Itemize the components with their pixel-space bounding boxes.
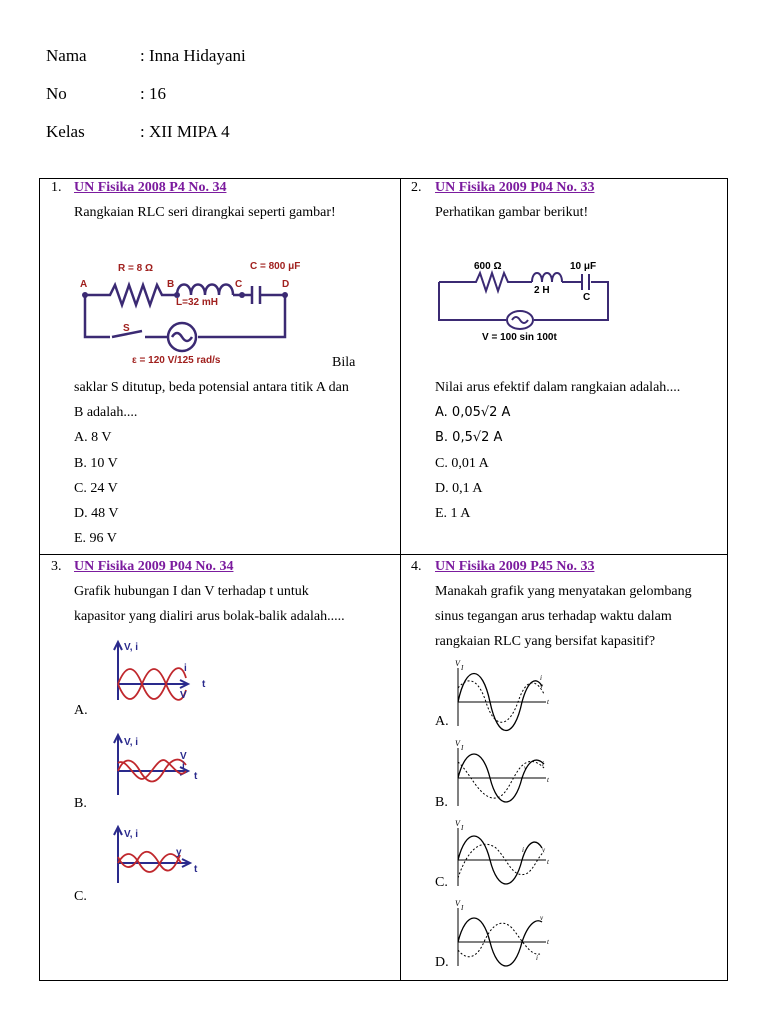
q1-option-e: E. 96 V: [74, 531, 117, 546]
q1-option-d: D. 48 V: [74, 506, 119, 521]
q3-option-a: A.: [74, 703, 88, 718]
q3c-axis-label: V, i: [124, 829, 139, 840]
table-row-divider: [39, 554, 728, 555]
q4-number: 4.: [411, 559, 422, 574]
q3-text-line1: Grafik hubungan I dan V terhadap t untuk: [74, 584, 309, 599]
node-c: [239, 292, 245, 298]
q2-option-d: D. 0,1 A: [435, 481, 483, 496]
q1-text-line1: saklar S ditutup, beda potensial antara titik A dan: [74, 380, 349, 395]
q2-l-label: 2 H: [534, 285, 550, 296]
q4-option-a: A.: [435, 714, 449, 729]
q1-node-a-label: A: [80, 279, 88, 290]
nama-label: Nama: [46, 46, 87, 65]
q4a-v-label: v: [540, 682, 544, 690]
q3-graph-b: [110, 733, 210, 798]
q2-title: UN Fisika 2009 P04 No. 33: [435, 180, 595, 195]
q4c-v-axis-label: V: [455, 819, 460, 828]
q4d-v-label: v: [540, 914, 544, 922]
q1-node-c-label: C: [235, 279, 243, 290]
q4-graph-a: [452, 658, 562, 728]
q4b-i-label: i: [542, 760, 544, 768]
q4a-t-label: t: [547, 698, 549, 706]
q4c-v-label: v: [542, 846, 546, 854]
q1-l-label: L=32 mH: [176, 297, 218, 308]
kelas-value: : XII MIPA 4: [140, 122, 230, 141]
q2-number: 2.: [411, 180, 422, 195]
q2-c-value-label: 10 μF: [570, 261, 597, 272]
q2-c-label: C: [583, 292, 591, 303]
q3-title: UN Fisika 2009 P04 No. 34: [74, 559, 234, 574]
q2-source-label: V = 100 sin 100t: [482, 332, 557, 343]
q3a-t-label: t: [202, 679, 206, 690]
q1-r-label: R = 8 Ω: [118, 263, 153, 274]
q4a-i-label: i: [540, 674, 542, 682]
q4d-t-label: t: [547, 938, 549, 946]
q1-number: 1.: [51, 180, 62, 195]
q3a-axis-label: V, i: [124, 642, 139, 653]
q4b-t-label: t: [547, 776, 549, 784]
q2-option-b: B. 0,5√2 A: [435, 430, 503, 445]
q2-option-e: E. 1 A: [435, 506, 471, 521]
q4a-v-axis-label: V: [455, 659, 460, 668]
q4-option-d: D.: [435, 955, 449, 970]
q2-intro: Perhatikan gambar berikut!: [435, 205, 589, 220]
q4-graph-c: [452, 818, 562, 888]
q3-number: 3.: [51, 559, 62, 574]
q4b-i-axis-label: I: [461, 744, 464, 752]
q1-bila: Bila: [332, 355, 356, 370]
q2-option-c: C. 0,01 A: [435, 456, 489, 471]
q4-graph-b: [452, 738, 562, 808]
q3b-axis-label: V, i: [124, 737, 139, 748]
q4a-i-axis-label: I: [461, 664, 464, 672]
q1-source-label: ε = 120 V/125 rad/s: [132, 355, 221, 366]
q3b-i-label: i: [182, 761, 185, 772]
table-column-divider: [400, 178, 401, 981]
q1-option-a: A. 8 V: [74, 430, 112, 445]
q2-r-label: 600 Ω: [474, 261, 502, 272]
q1-circuit-diagram: [70, 255, 310, 365]
q1-intro: Rangkaian RLC seri dirangkai seperti gambar!: [74, 205, 336, 220]
q4d-i-label: i: [536, 954, 538, 962]
q3-option-c: C.: [74, 889, 87, 904]
q2-circuit-diagram: [436, 256, 616, 346]
q1-switch-label: S: [123, 323, 130, 334]
q4-text-line2: sinus tegangan arus terhadap waktu dalam: [435, 609, 672, 624]
q4c-i-axis-label: I: [461, 824, 464, 832]
q3b-v-label: V: [180, 751, 187, 762]
q1-node-b-label: B: [167, 279, 175, 290]
q1-title: UN Fisika 2008 P4 No. 34: [74, 180, 227, 195]
q1-text-line2: B adalah....: [74, 405, 138, 420]
q3c-v-label: y: [176, 847, 182, 858]
q1-option-c: C. 24 V: [74, 481, 118, 496]
q3-graph-c: [110, 825, 210, 885]
no-value: : 16: [140, 84, 166, 103]
q4-text-line3: rangkaian RLC yang bersifat kapasitif?: [435, 634, 656, 649]
q1-option-b: B. 10 V: [74, 456, 118, 471]
node-d: [282, 292, 288, 298]
q4d-v-axis-label: V: [455, 899, 460, 908]
q3a-i-label: i: [184, 663, 187, 674]
q3-text-line2: kapasitor yang dialiri arus bolak-balik adalah.....: [74, 609, 345, 624]
q4-option-b: B.: [435, 795, 448, 810]
q4b-v-axis-label: V: [455, 739, 460, 748]
q4c-i-label: i: [522, 846, 524, 854]
nama-value: : Inna Hidayani: [140, 46, 246, 65]
q4c-t-label: t: [547, 858, 549, 866]
no-label: No: [46, 84, 67, 103]
q1-c-label: C = 800 μF: [250, 261, 301, 272]
q4d-i-axis-label: I: [461, 904, 464, 912]
kelas-label: Kelas: [46, 122, 85, 141]
q4-text-line1: Manakah grafik yang menyatakan gelombang: [435, 584, 692, 599]
q1-node-d-label: D: [282, 279, 290, 290]
q4b-v-label: v: [524, 764, 528, 772]
node-a: [82, 292, 88, 298]
q2-question: Nilai arus efektif dalam rangkaian adalah....: [435, 380, 681, 395]
q1-circuit-wires: [85, 285, 285, 352]
q3-option-b: B.: [74, 796, 87, 811]
q4-option-c: C.: [435, 875, 448, 890]
q3-graph-a: [110, 640, 220, 705]
q3a-v-label: V: [180, 690, 187, 701]
q2-option-a: A. 0,05√2 A: [435, 405, 511, 420]
q4-graph-d: [452, 898, 562, 968]
q3c-t-label: t: [194, 864, 198, 875]
q4-title: UN Fisika 2009 P45 No. 33: [435, 559, 595, 574]
q3b-t-label: t: [194, 771, 198, 782]
